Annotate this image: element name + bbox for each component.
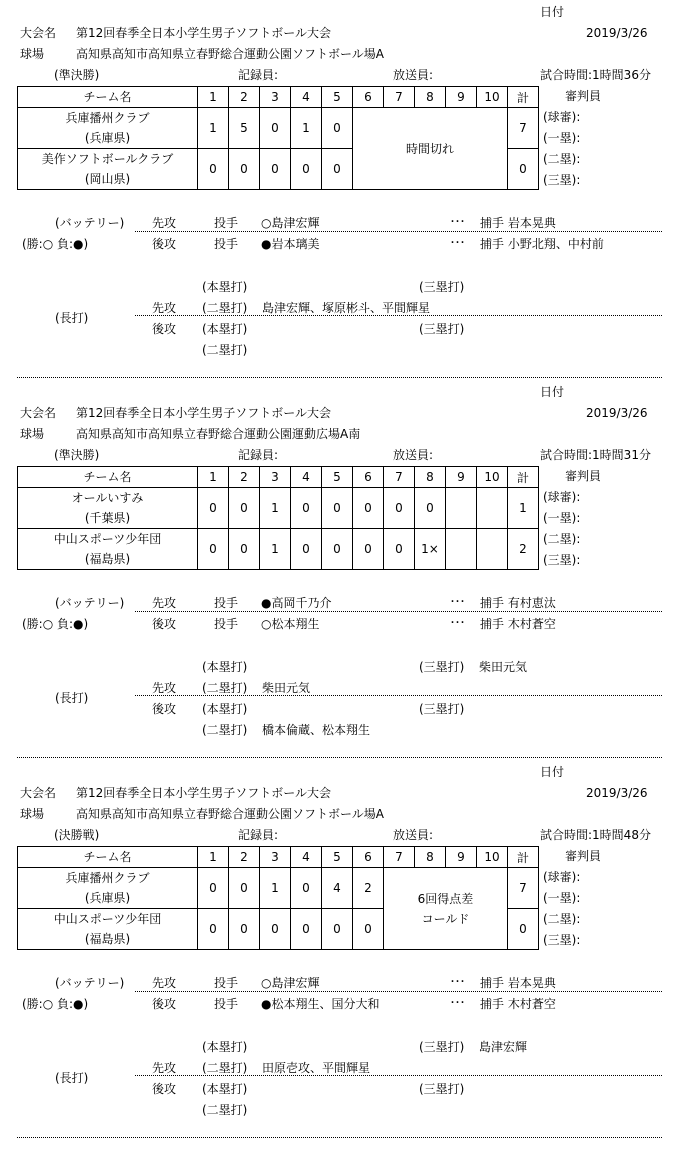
inning-header: 5 [322,467,353,488]
battery-label: (バッテリー) [55,596,125,610]
bottom-doubles: 橋本倫蔵、松本翔生 [262,723,371,737]
triple-label: (三塁打) [419,1040,465,1054]
pitcher-label: 投手 [214,596,239,610]
game-end-note-line: コールド [421,911,470,926]
umpire-title: 審判員 [565,849,602,863]
section-separator [17,757,662,758]
inning-header: 4 [291,87,322,108]
recorder-label: 記録員: [238,68,279,82]
announcer-label: 放送員: [393,448,434,462]
leader-dots: ･･･ [450,618,465,629]
inning-score: 0 [291,149,322,190]
inning-header: 4 [291,467,322,488]
triple-label: (三塁打) [419,280,465,294]
scoreboard-header-row [18,847,539,868]
top-doubles: 田原壱攻、平間輝星 [262,1061,371,1075]
team-cell [18,108,198,149]
scoreboard [17,86,539,190]
bottom-side-label: 後攻 [152,702,177,716]
team-row [18,529,539,570]
inning-header: 5 [322,847,353,868]
inning-score: 1× [415,529,446,570]
inning-score [446,488,477,529]
scoreboard [17,466,539,570]
long-hits-label: (長打) [55,691,89,705]
triple-label: (三塁打) [419,660,465,674]
meet-label: 大会名 [20,406,57,420]
inning-score: 0 [229,488,260,529]
team-total: 2 [508,529,539,570]
inning-score: 0 [229,868,260,909]
meet-name: 第12回春季全日本小学生男子ソフトボール大会 [76,786,332,800]
team-cell [18,909,198,950]
inning-score: 0 [322,149,353,190]
umpire-title: 審判員 [565,89,602,103]
inning-header: 6 [353,87,384,108]
inning-score: 0 [198,909,229,950]
meet-label: 大会名 [20,786,57,800]
inning-header: 10 [477,467,508,488]
triple-label: (三塁打) [419,322,465,336]
inning-score: 0 [322,108,353,149]
game-record [0,380,694,760]
inning-score: 0 [229,909,260,950]
double-label: (二塁打) [202,1103,248,1117]
pitcher-label: 投手 [214,216,239,230]
inning-header: 2 [229,467,260,488]
inning-score: 0 [353,488,384,529]
double-label: (二塁打) [202,343,248,357]
home-run-label: (本塁打) [202,1040,248,1054]
bottom-pitcher: ●岩本璃美 [261,237,320,251]
team-total: 1 [508,488,539,529]
bottom-side-label: 後攻 [152,617,177,631]
venue-name: 高知県高知市高知県立春野総合運動公園運動広場A南 [76,427,361,441]
inning-header: 1 [198,467,229,488]
battery-label: (バッテリー) [55,216,125,230]
date-label: 日付 [540,765,565,779]
inning-header: 10 [477,847,508,868]
game-end-note-line: 6回得点差 [417,891,474,906]
top-catcher: 捕手 岩本晃典 [480,216,556,230]
team-cell [18,488,198,529]
team-cell [18,868,198,909]
inning-header: 3 [260,87,291,108]
inning-header: 10 [477,87,508,108]
long-hits-label: (長打) [55,1071,89,1085]
team-total: 7 [508,868,539,909]
battery-divider [135,991,662,992]
inning-score: 0 [260,108,291,149]
long-hits-divider [135,315,662,316]
date-label: 日付 [540,5,565,19]
team-header: チーム名 [18,87,198,108]
round-name: (準決勝) [54,448,100,462]
inning-score: 1 [260,529,291,570]
team-prefecture: (兵庫県) [84,891,131,905]
pitcher-label: 投手 [214,617,239,631]
win-loss-legend: (勝:○ 負:●) [22,997,89,1011]
inning-score: 0 [384,488,415,529]
umpire-plate: (球審): [543,870,581,884]
umpire-third: (三塁): [543,173,581,187]
inning-score: 1 [198,108,229,149]
long-hits-divider [135,1075,662,1076]
game-date: 2019/3/26 [586,406,648,420]
inning-header: 6 [353,847,384,868]
team-name: 中山スポーツ少年団 [53,532,162,546]
bottom-catcher: 捕手 木村蒼空 [480,617,556,631]
inning-score: 0 [322,529,353,570]
umpire-second: (二塁): [543,532,581,546]
top-pitcher: ●高岡千乃介 [261,596,332,610]
game-time: 試合時間:1時間31分 [540,448,651,462]
umpire-third: (三塁): [543,933,581,947]
inning-header: 7 [384,467,415,488]
top-catcher: 捕手 有村恵汰 [480,596,556,610]
section-separator [17,1137,662,1138]
team-total: 7 [508,108,539,149]
recorder-label: 記録員: [238,828,279,842]
umpire-first: (一塁): [543,131,581,145]
team-header: チーム名 [18,847,198,868]
venue-name: 高知県高知市高知県立春野総合運動公園ソフトボール場A [76,47,384,61]
pitcher-label: 投手 [214,976,239,990]
team-total: 0 [508,149,539,190]
inning-score: 1 [291,108,322,149]
team-prefecture: (岡山県) [84,172,131,186]
inning-score: 0 [260,149,291,190]
home-run-label: (本塁打) [202,660,248,674]
double-label: (二塁打) [202,1061,248,1075]
battery-divider [135,231,662,232]
team-name: オールいすみ [71,491,144,505]
meet-name: 第12回春季全日本小学生男子ソフトボール大会 [76,26,332,40]
game-record [0,0,694,380]
inning-score: 0 [322,488,353,529]
triple-label: (三塁打) [419,702,465,716]
inning-score: 0 [198,149,229,190]
scoreboard [17,846,539,950]
team-prefecture: (福島県) [84,932,131,946]
team-prefecture: (千葉県) [84,511,131,525]
round-name: (決勝戦) [54,828,100,842]
inning-score [477,488,508,529]
bottom-side-label: 後攻 [152,1082,177,1096]
venue-label: 球場 [20,427,45,441]
total-header: 計 [508,87,539,108]
inning-score: 0 [229,529,260,570]
leader-dots: ･･･ [450,977,465,988]
team-total: 0 [508,909,539,950]
top-side-label: 先攻 [152,976,177,990]
inning-header: 2 [229,87,260,108]
umpire-plate: (球審): [543,490,581,504]
double-label: (二塁打) [202,723,248,737]
top-side-label: 先攻 [152,1061,177,1075]
inning-header: 2 [229,847,260,868]
inning-header: 7 [384,847,415,868]
umpire-plate: (球審): [543,110,581,124]
inning-score: 0 [353,529,384,570]
top-doubles: 島津宏輝、塚原彬斗、平間輝星 [262,301,431,315]
inning-header: 9 [446,847,477,868]
leader-dots: ･･･ [450,998,465,1009]
team-name: 兵庫播州クラブ [65,871,150,885]
meet-label: 大会名 [20,26,57,40]
venue-name: 高知県高知市高知県立春野総合運動公園ソフトボール場A [76,807,384,821]
round-name: (準決勝) [54,68,100,82]
leader-dots: ･･･ [450,217,465,228]
inning-header: 7 [384,87,415,108]
top-side-label: 先攻 [152,596,177,610]
inning-score [477,529,508,570]
top-side-label: 先攻 [152,681,177,695]
inning-score: 0 [415,488,446,529]
inning-header: 9 [446,467,477,488]
bottom-side-label: 後攻 [152,997,177,1011]
umpire-third: (三塁): [543,553,581,567]
inning-header: 1 [198,87,229,108]
battery-label: (バッテリー) [55,976,125,990]
game-end-note [353,108,508,190]
top-doubles: 柴田元気 [262,681,311,695]
double-label: (二塁打) [202,301,248,315]
game-end-note [384,868,508,950]
game-date: 2019/3/26 [586,786,648,800]
inning-score: 0 [353,909,384,950]
announcer-label: 放送員: [393,68,434,82]
home-run-label: (本塁打) [202,702,248,716]
team-prefecture: (兵庫県) [84,131,131,145]
team-row [18,868,539,909]
umpire-first: (一塁): [543,511,581,525]
team-name: 美作ソフトボールクラブ [41,152,174,166]
triple-label: (三塁打) [419,1082,465,1096]
recorder-label: 記録員: [238,448,279,462]
inning-header: 8 [415,87,446,108]
inning-header: 3 [260,467,291,488]
team-name: 中山スポーツ少年団 [53,912,162,926]
umpire-second: (二塁): [543,912,581,926]
win-loss-legend: (勝:○ 負:●) [22,237,89,251]
inning-header: 5 [322,87,353,108]
inning-score: 0 [291,868,322,909]
venue-label: 球場 [20,47,45,61]
inning-score: 1 [260,488,291,529]
scoreboard-header-row [18,467,539,488]
battery-divider [135,611,662,612]
inning-score: 0 [198,488,229,529]
inning-score: 0 [198,529,229,570]
team-name: 兵庫播州クラブ [65,111,150,125]
inning-score: 0 [260,909,291,950]
top-catcher: 捕手 岩本晃典 [480,976,556,990]
venue-label: 球場 [20,807,45,821]
inning-header: 4 [291,847,322,868]
home-run-label: (本塁打) [202,1082,248,1096]
scoreboard-header-row [18,87,539,108]
game-time: 試合時間:1時間36分 [540,68,651,82]
inning-score: 0 [291,529,322,570]
game-time: 試合時間:1時間48分 [540,828,651,842]
inning-score: 4 [322,868,353,909]
inning-score: 0 [291,488,322,529]
long-hits-label: (長打) [55,311,89,325]
bottom-side-label: 後攻 [152,237,177,251]
leader-dots: ･･･ [450,597,465,608]
inning-score: 0 [291,909,322,950]
game-date: 2019/3/26 [586,26,648,40]
team-cell [18,529,198,570]
team-prefecture: (福島県) [84,552,131,566]
long-hits-divider [135,695,662,696]
inning-header: 8 [415,467,446,488]
inning-header: 6 [353,467,384,488]
inning-score: 0 [198,868,229,909]
announcer-label: 放送員: [393,828,434,842]
top-side-label: 先攻 [152,301,177,315]
double-label: (二塁打) [202,681,248,695]
team-row [18,488,539,529]
umpire-first: (一塁): [543,891,581,905]
top-pitcher: ○島津宏輝 [261,216,320,230]
inning-score: 0 [229,149,260,190]
bottom-pitcher: ●松本翔生、国分大和 [261,997,380,1011]
total-header: 計 [508,467,539,488]
umpire-second: (二塁): [543,152,581,166]
meet-name: 第12回春季全日本小学生男子ソフトボール大会 [76,406,332,420]
leader-dots: ･･･ [450,238,465,249]
top-triples: 島津宏輝 [479,1040,528,1054]
section-separator [17,377,662,378]
inning-score: 2 [353,868,384,909]
total-header: 計 [508,847,539,868]
team-cell [18,149,198,190]
pitcher-label: 投手 [214,237,239,251]
inning-score: 0 [322,909,353,950]
bottom-side-label: 後攻 [152,322,177,336]
inning-score: 5 [229,108,260,149]
bottom-catcher: 捕手 木村蒼空 [480,997,556,1011]
game-record [0,760,694,1140]
inning-header: 8 [415,847,446,868]
top-triples: 柴田元気 [479,660,528,674]
inning-header: 3 [260,847,291,868]
date-label: 日付 [540,385,565,399]
inning-score: 0 [384,529,415,570]
team-row [18,108,539,149]
bottom-catcher: 捕手 小野北翔、中村前 [480,237,604,251]
home-run-label: (本塁打) [202,280,248,294]
home-run-label: (本塁打) [202,322,248,336]
top-pitcher: ○島津宏輝 [261,976,320,990]
win-loss-legend: (勝:○ 負:●) [22,617,89,631]
inning-score: 1 [260,868,291,909]
bottom-pitcher: ○松本翔生 [261,617,320,631]
pitcher-label: 投手 [214,997,239,1011]
top-side-label: 先攻 [152,216,177,230]
inning-header: 9 [446,87,477,108]
umpire-title: 審判員 [565,469,602,483]
inning-score [446,529,477,570]
inning-header: 1 [198,847,229,868]
game-end-note-text: 時間切れ [405,141,454,156]
team-header: チーム名 [18,467,198,488]
